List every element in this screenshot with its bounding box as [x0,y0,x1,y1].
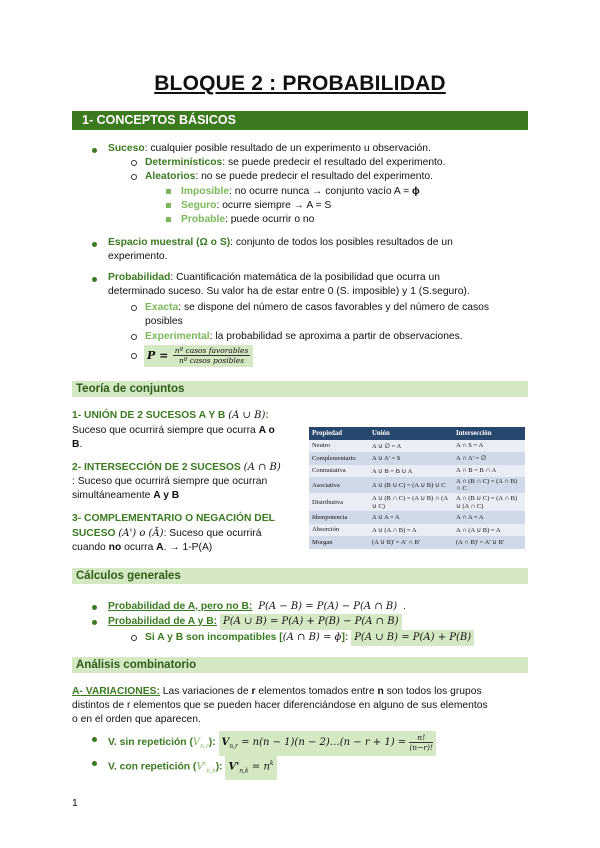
table-cell: A ∩ (A ∪ B) = A [453,524,525,537]
section-heading-calculos: Cálculos generales [72,568,528,584]
variaciones-line3: o en el orden que aparecen. [72,714,201,725]
calculo-item-1: Probabilidad de A, pero no B: P(A − B) = P(A) − P(A ∩ B) . [108,601,406,612]
section-heading-combinatorio: Análisis combinatorio [72,657,528,673]
table-cell: A ∩ B = B ∩ A [453,465,525,478]
table-header-cell: Intersección [453,427,525,440]
union-text-2: B. [72,439,83,450]
table-cell: A ∩ S = A [453,440,525,453]
espacio-muestral-line2: experimento. [108,251,168,262]
probable-item: Probable: puede ocurrir o no [181,214,315,225]
sub-bullet [131,334,137,340]
table-row [309,524,525,537]
probabilidad-item: Probabilidad: Cuantificación matemática de la posibilidad que ocurra un [108,272,440,283]
table-cell: A ∩ (B ∪ C) = (A ∩ B) ∪ (A ∩ C) [453,493,525,511]
bullet [92,737,97,742]
table-header-cell: Unión [369,427,453,440]
table-cell: A ∪ B = B ∪ A [369,465,453,478]
sin-repeticion-item: V. sin repetición $(V_{n,r})$: $V_{n,r} = n(n - 1)(n$ − 2)…(n − r + 1) = $\frac{n!}{(n-r)!}$ [108,731,436,756]
section-heading-conjuntos: Teoría de conjuntos [72,381,528,397]
bullet [92,761,97,766]
probabilidad-line2: determinado suceso. Su valor ha de estar entre 0 (S. imposible) y 1 (S.seguro). [108,286,470,297]
variaciones-line1: A- VARIACIONES: Las variaciones de r elementos tomados entre n son todos los grupos [72,686,482,697]
deterministicos-item: Determinísticos: se puede predecir el resultado del experimento. [145,157,446,168]
table-cell: Complementario [309,452,369,465]
interseccion-text-2: simultáneamente A y B [72,490,180,501]
complemento-text-2: cuando no ocurra A. → 1-P(A) [72,542,213,553]
experimental-item: Experimental: la probabilidad se aproxima a partir de observaciones. [145,331,463,342]
table-cell: A ∪ (A ∩ B) = A [369,524,453,537]
sub-bullet [131,635,137,641]
square-bullet [166,217,171,222]
aleatorios-item: Aleatorios: no se puede predecir el resultado del experimento. [145,171,433,182]
union-text: Suceso que ocurrirá siempre que ocurra A o [72,425,275,436]
section-heading-conceptos: 1- CONCEPTOS BÁSICOS [72,111,528,130]
square-bullet [166,189,171,194]
complemento-text: SUCESO (A') o (Ā): Suceso que ocurrirá [72,528,262,539]
table-row [309,465,525,478]
bullet [92,242,97,247]
complemento-title: 3- COMPLEMENTARIO O NEGACIÓN DEL [72,513,275,524]
table-row [309,536,525,549]
table-cell: A ∩ A' = ∅ [453,452,525,465]
exacta-item: Exacta: se dispone del número de casos favorables y del número de casos [145,302,490,313]
page-number: 1 [72,798,78,809]
table-cell: (A ∩ B)' = A' ∪ B' [453,536,525,549]
seguro-item: Seguro: ocurre siempre → A = S [181,200,332,211]
calculo-item-2: Probabilidad de A y B: P(A ∪ B) = P(A) + P(B) − P(A ∩ B) [108,614,402,630]
probability-formula: P = $\frac{\text{nº casos favorables}}{\text{nº casos posibles}}$ [144,345,253,367]
table-header-row [309,427,525,440]
variaciones-line2: distintos de r elementos que se pueden hacer diferenciándose en alguno de sus elementos [72,700,488,711]
sub-bullet [131,353,137,359]
square-bullet [166,203,171,208]
table-row [309,477,525,493]
table-cell: A ∪ ∅ = A [369,440,453,453]
table-cell: A ∪ A = A [369,511,453,524]
table-row [309,440,525,453]
calculo-item-3: Si A y B son incompatibles [(A ∩ B) = ɸ]: P(A ∪ B) = P(A) + P(B) [145,630,474,646]
table-cell: A ∪ A' = S [369,452,453,465]
espacio-muestral-item: Espacio muestral (Ω o S): conjunto de todos los posibles resultados de un [108,237,453,248]
suceso-item: Suceso: cualquier posible resultado de un experimento u observación. [108,143,431,154]
table-cell: Neutro [309,440,369,453]
sub-bullet [131,174,137,180]
table-cell: Asociativa [309,477,369,493]
imposible-item: Imposible: no ocurre nunca → conjunto vacío A = ɸ [181,186,420,197]
table-cell: Distributiva [309,493,369,511]
bullet [92,605,97,610]
sin-repeticion-formula: $V_{n,r} = n(n - 1)(n$ − 2)…(n − r + 1) = $\frac{n!}{(n-r)!}$ [219,731,436,756]
table-cell: A ∪ (B ∪ C) = (A ∪ B) ∪ C [369,477,453,493]
table-cell: Absorción [309,524,369,537]
table-row [309,452,525,465]
bullet [92,148,97,153]
sub-bullet [131,305,137,311]
table-cell: A ∪ (B ∩ C) = (A ∪ B) ∩ (A ∪ C) [369,493,453,511]
table-cell: (A ∪ B)' = A' ∩ B' [369,536,453,549]
con-repeticion-formula: $V'_{n,k} = n^k$ [225,755,276,780]
bullet [92,277,97,282]
union-title: 1- UNIÓN DE 2 SUCESOS A Y B (A ∪ B): [72,410,269,421]
bullet [92,620,97,625]
interseccion-title: 2- INTERSECCIÓN DE 2 SUCESOS (A ∩ B) [72,462,281,473]
page-title: BLOQUE 2 : PROBABILIDAD [154,72,446,95]
table-row [309,511,525,524]
table-row [309,493,525,511]
exacta-line2: posibles [145,316,183,327]
table-header-cell: Propiedad [309,427,369,440]
set-properties-table [309,427,525,549]
table-cell: Conmutativa [309,465,369,478]
sub-bullet [131,160,137,166]
table-cell: Idempotencia [309,511,369,524]
table-cell: Morgan [309,536,369,549]
interseccion-text: : Suceso que ocurrirá siempre que ocurran [72,476,268,487]
table-cell: A ∩ A = A [453,511,525,524]
con-repeticion-item: V. con repetición $(V'_{n,k})$: $V'_{n,k} = n^k$ [108,755,277,780]
table-cell: A ∩ (B ∩ C) = (A ∩ B) ∩ C [453,477,525,493]
